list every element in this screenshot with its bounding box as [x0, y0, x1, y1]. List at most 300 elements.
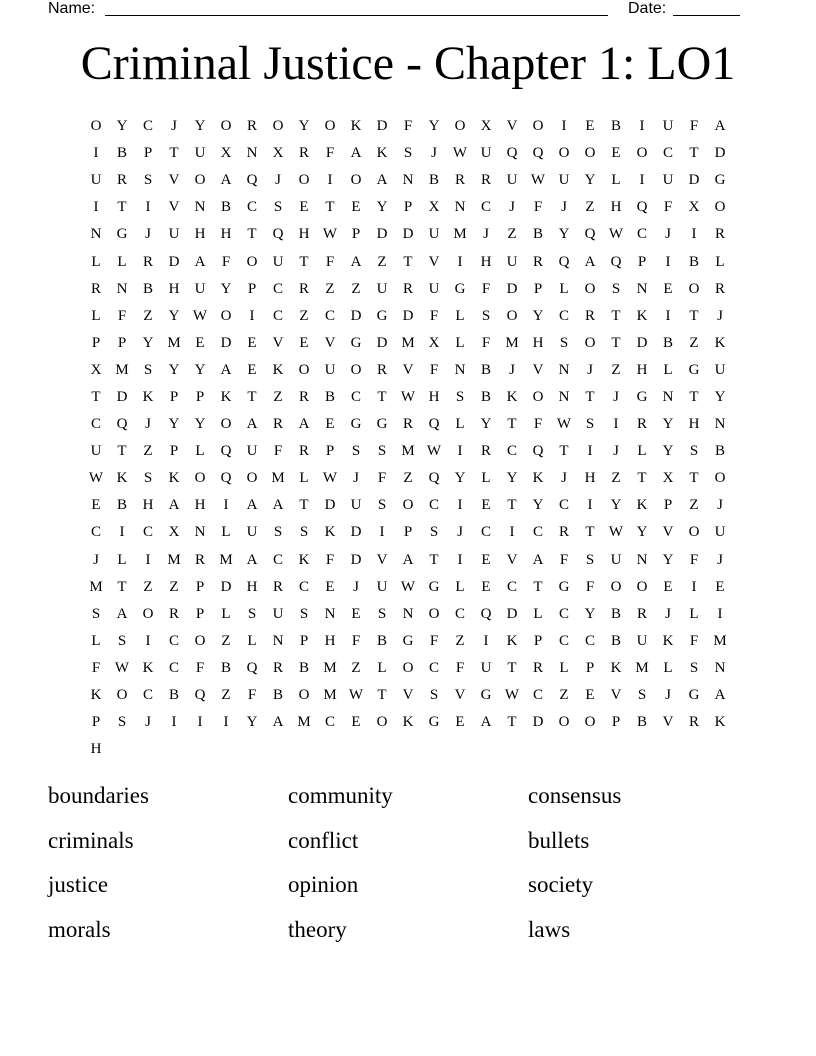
- grid-letter[interactable]: E: [663, 578, 673, 595]
- grid-letter[interactable]: N: [558, 361, 570, 378]
- grid-letter[interactable]: Q: [532, 443, 544, 460]
- grid-letter[interactable]: I: [93, 145, 99, 162]
- grid-letter[interactable]: S: [403, 145, 413, 162]
- grid-letter[interactable]: Y: [532, 307, 544, 324]
- grid-letter[interactable]: O: [636, 578, 648, 595]
- grid-letter[interactable]: Q: [532, 145, 544, 162]
- grid-letter[interactable]: C: [662, 145, 673, 162]
- grid-letter[interactable]: C: [246, 199, 257, 216]
- grid-letter[interactable]: J: [145, 714, 151, 731]
- grid-letter[interactable]: A: [298, 416, 310, 433]
- grid-letter[interactable]: S: [143, 361, 153, 378]
- grid-letter[interactable]: Z: [325, 280, 335, 297]
- grid-letter[interactable]: M: [115, 361, 129, 378]
- grid-letter[interactable]: L: [117, 551, 127, 568]
- grid-letter[interactable]: T: [169, 145, 179, 162]
- grid-letter[interactable]: W: [114, 659, 130, 676]
- grid-letter[interactable]: O: [246, 470, 258, 487]
- grid-letter[interactable]: T: [91, 388, 101, 405]
- grid-letter[interactable]: V: [454, 687, 466, 704]
- grid-letter[interactable]: V: [610, 687, 622, 704]
- grid-letter[interactable]: M: [271, 470, 285, 487]
- grid-letter[interactable]: Y: [194, 118, 206, 135]
- grid-letter[interactable]: A: [350, 253, 362, 270]
- grid-letter[interactable]: D: [350, 524, 362, 541]
- grid-letter[interactable]: V: [506, 118, 518, 135]
- grid-letter[interactable]: Q: [610, 253, 622, 270]
- grid-letter[interactable]: K: [714, 714, 726, 731]
- grid-letter[interactable]: Y: [298, 118, 310, 135]
- grid-letter[interactable]: C: [558, 307, 569, 324]
- grid-letter[interactable]: H: [610, 199, 622, 216]
- grid-letter[interactable]: U: [506, 253, 518, 270]
- grid-letter[interactable]: O: [376, 714, 388, 731]
- grid-letter[interactable]: C: [168, 659, 179, 676]
- grid-letter[interactable]: I: [483, 632, 489, 649]
- grid-letter[interactable]: H: [168, 280, 180, 297]
- grid-letter[interactable]: Y: [714, 388, 726, 405]
- grid-letter[interactable]: P: [403, 524, 413, 541]
- grid-letter[interactable]: S: [299, 524, 309, 541]
- grid-letter[interactable]: R: [688, 714, 699, 731]
- grid-letter[interactable]: K: [610, 659, 622, 676]
- grid-letter[interactable]: Z: [299, 307, 309, 324]
- grid-letter[interactable]: Q: [558, 253, 570, 270]
- grid-letter[interactable]: T: [403, 253, 413, 270]
- grid-letter[interactable]: T: [507, 659, 517, 676]
- grid-letter[interactable]: F: [377, 470, 387, 487]
- grid-letter[interactable]: E: [481, 497, 491, 514]
- grid-letter[interactable]: R: [272, 578, 283, 595]
- grid-letter[interactable]: A: [220, 361, 232, 378]
- grid-letter[interactable]: L: [299, 470, 309, 487]
- grid-letter[interactable]: A: [272, 497, 284, 514]
- grid-letter[interactable]: Z: [273, 388, 283, 405]
- grid-letter[interactable]: B: [662, 334, 673, 351]
- grid-letter[interactable]: L: [611, 172, 621, 189]
- grid-letter[interactable]: C: [636, 226, 647, 243]
- grid-letter[interactable]: K: [636, 307, 648, 324]
- grid-letter[interactable]: H: [246, 578, 258, 595]
- grid-letter[interactable]: T: [689, 307, 699, 324]
- grid-letter[interactable]: S: [299, 605, 309, 622]
- grid-letter[interactable]: Y: [168, 361, 180, 378]
- grid-letter[interactable]: V: [376, 551, 388, 568]
- grid-letter[interactable]: I: [457, 253, 463, 270]
- grid-letter[interactable]: L: [533, 605, 543, 622]
- grid-letter[interactable]: I: [639, 172, 645, 189]
- grid-letter[interactable]: N: [636, 551, 648, 568]
- grid-letter[interactable]: L: [663, 361, 673, 378]
- grid-letter[interactable]: Y: [220, 280, 232, 297]
- grid-letter[interactable]: C: [532, 687, 543, 704]
- grid-letter[interactable]: Q: [272, 226, 284, 243]
- grid-letter[interactable]: N: [272, 632, 284, 649]
- grid-letter[interactable]: U: [480, 659, 492, 676]
- grid-letter[interactable]: C: [480, 199, 491, 216]
- grid-letter[interactable]: K: [532, 470, 544, 487]
- grid-letter[interactable]: E: [663, 280, 673, 297]
- grid-letter[interactable]: L: [637, 443, 647, 460]
- grid-letter[interactable]: K: [220, 388, 232, 405]
- grid-letter[interactable]: H: [324, 632, 336, 649]
- grid-letter[interactable]: W: [608, 524, 624, 541]
- grid-letter[interactable]: V: [662, 524, 674, 541]
- grid-letter[interactable]: Y: [532, 497, 544, 514]
- grid-letter[interactable]: L: [559, 280, 569, 297]
- grid-letter[interactable]: B: [168, 687, 179, 704]
- grid-letter[interactable]: H: [194, 497, 206, 514]
- grid-letter[interactable]: K: [324, 524, 336, 541]
- grid-letter[interactable]: N: [636, 280, 648, 297]
- grid-letter[interactable]: S: [117, 632, 127, 649]
- grid-letter[interactable]: F: [455, 659, 465, 676]
- grid-letter[interactable]: I: [587, 497, 593, 514]
- grid-letter[interactable]: Y: [636, 524, 648, 541]
- grid-letter[interactable]: D: [324, 497, 336, 514]
- grid-letter[interactable]: M: [713, 632, 727, 649]
- grid-letter[interactable]: G: [636, 388, 648, 405]
- grid-letter[interactable]: B: [220, 659, 231, 676]
- grid-letter[interactable]: D: [402, 307, 414, 324]
- grid-letter[interactable]: C: [298, 578, 309, 595]
- grid-letter[interactable]: E: [351, 714, 361, 731]
- grid-letter[interactable]: A: [220, 172, 232, 189]
- grid-letter[interactable]: U: [376, 280, 388, 297]
- grid-letter[interactable]: W: [426, 443, 442, 460]
- grid-letter[interactable]: D: [350, 551, 362, 568]
- grid-letter[interactable]: R: [298, 443, 309, 460]
- grid-letter[interactable]: P: [91, 714, 101, 731]
- grid-letter[interactable]: R: [636, 416, 647, 433]
- grid-letter[interactable]: I: [145, 199, 151, 216]
- grid-letter[interactable]: I: [639, 118, 645, 135]
- grid-letter[interactable]: P: [533, 632, 543, 649]
- grid-letter[interactable]: E: [351, 199, 361, 216]
- grid-letter[interactable]: T: [689, 388, 699, 405]
- grid-letter[interactable]: R: [558, 524, 569, 541]
- grid-letter[interactable]: T: [247, 226, 257, 243]
- grid-letter[interactable]: Z: [559, 687, 569, 704]
- grid-letter[interactable]: S: [273, 199, 283, 216]
- grid-letter[interactable]: C: [480, 524, 491, 541]
- grid-letter[interactable]: T: [117, 199, 127, 216]
- grid-letter[interactable]: U: [558, 172, 570, 189]
- grid-letter[interactable]: X: [688, 199, 700, 216]
- grid-letter[interactable]: G: [714, 172, 726, 189]
- grid-letter[interactable]: T: [117, 443, 127, 460]
- grid-letter[interactable]: C: [532, 524, 543, 541]
- grid-letter[interactable]: H: [688, 416, 700, 433]
- grid-letter[interactable]: F: [247, 687, 257, 704]
- grid-letter[interactable]: T: [507, 416, 517, 433]
- grid-letter[interactable]: U: [480, 145, 492, 162]
- grid-letter[interactable]: T: [689, 470, 699, 487]
- grid-letter[interactable]: E: [91, 497, 101, 514]
- grid-letter[interactable]: Q: [246, 172, 258, 189]
- grid-letter[interactable]: T: [429, 551, 439, 568]
- grid-letter[interactable]: L: [455, 307, 465, 324]
- grid-letter[interactable]: E: [195, 334, 205, 351]
- grid-letter[interactable]: J: [171, 118, 177, 135]
- grid-letter[interactable]: P: [351, 226, 361, 243]
- grid-letter[interactable]: U: [376, 578, 388, 595]
- grid-letter[interactable]: J: [613, 388, 619, 405]
- grid-letter[interactable]: O: [714, 199, 726, 216]
- grid-letter[interactable]: J: [561, 470, 567, 487]
- grid-letter[interactable]: I: [119, 524, 125, 541]
- grid-letter[interactable]: Y: [662, 551, 674, 568]
- grid-letter[interactable]: L: [221, 605, 231, 622]
- grid-letter[interactable]: D: [402, 226, 414, 243]
- grid-letter[interactable]: U: [90, 172, 102, 189]
- grid-letter[interactable]: I: [665, 253, 671, 270]
- grid-letter[interactable]: S: [143, 172, 153, 189]
- grid-letter[interactable]: X: [272, 145, 284, 162]
- grid-letter[interactable]: N: [402, 172, 414, 189]
- grid-letter[interactable]: R: [532, 253, 543, 270]
- grid-letter[interactable]: F: [481, 280, 491, 297]
- grid-letter[interactable]: Y: [662, 443, 674, 460]
- grid-letter[interactable]: V: [662, 714, 674, 731]
- grid-letter[interactable]: J: [483, 226, 489, 243]
- grid-letter[interactable]: R: [90, 280, 101, 297]
- grid-letter[interactable]: Y: [610, 497, 622, 514]
- grid-letter[interactable]: O: [402, 659, 414, 676]
- grid-letter[interactable]: I: [691, 578, 697, 595]
- grid-letter[interactable]: S: [429, 687, 439, 704]
- name-blank-line[interactable]: [105, 15, 608, 16]
- grid-letter[interactable]: U: [610, 551, 622, 568]
- grid-letter[interactable]: R: [298, 280, 309, 297]
- grid-letter[interactable]: E: [351, 605, 361, 622]
- grid-letter[interactable]: Q: [220, 470, 232, 487]
- grid-letter[interactable]: O: [506, 307, 518, 324]
- grid-letter[interactable]: H: [428, 388, 440, 405]
- grid-letter[interactable]: Z: [585, 199, 595, 216]
- grid-letter[interactable]: K: [142, 388, 154, 405]
- grid-letter[interactable]: B: [220, 199, 231, 216]
- grid-letter[interactable]: C: [558, 497, 569, 514]
- grid-letter[interactable]: K: [506, 632, 518, 649]
- grid-letter[interactable]: F: [325, 551, 335, 568]
- grid-letter[interactable]: M: [505, 334, 519, 351]
- grid-letter[interactable]: S: [689, 443, 699, 460]
- grid-letter[interactable]: F: [195, 659, 205, 676]
- grid-letter[interactable]: R: [142, 253, 153, 270]
- grid-letter[interactable]: C: [324, 307, 335, 324]
- grid-letter[interactable]: G: [350, 416, 362, 433]
- grid-letter[interactable]: E: [585, 687, 595, 704]
- grid-letter[interactable]: L: [689, 605, 699, 622]
- grid-letter[interactable]: I: [379, 524, 385, 541]
- grid-letter[interactable]: B: [610, 605, 621, 622]
- grid-letter[interactable]: T: [299, 497, 309, 514]
- grid-letter[interactable]: R: [532, 659, 543, 676]
- grid-letter[interactable]: C: [272, 280, 283, 297]
- grid-letter[interactable]: S: [637, 687, 647, 704]
- grid-letter[interactable]: U: [194, 280, 206, 297]
- grid-letter[interactable]: Z: [377, 253, 387, 270]
- grid-letter[interactable]: S: [455, 388, 465, 405]
- grid-letter[interactable]: C: [506, 443, 517, 460]
- grid-letter[interactable]: C: [324, 714, 335, 731]
- grid-letter[interactable]: O: [194, 632, 206, 649]
- grid-letter[interactable]: V: [402, 687, 414, 704]
- grid-letter[interactable]: O: [714, 470, 726, 487]
- grid-letter[interactable]: L: [195, 443, 205, 460]
- grid-letter[interactable]: W: [556, 416, 572, 433]
- grid-letter[interactable]: T: [533, 578, 543, 595]
- grid-letter[interactable]: L: [117, 253, 127, 270]
- grid-letter[interactable]: W: [322, 226, 338, 243]
- grid-letter[interactable]: H: [584, 470, 596, 487]
- grid-letter[interactable]: K: [350, 118, 362, 135]
- grid-letter[interactable]: H: [636, 361, 648, 378]
- grid-letter[interactable]: D: [506, 280, 518, 297]
- grid-letter[interactable]: A: [714, 118, 726, 135]
- grid-letter[interactable]: O: [220, 416, 232, 433]
- grid-letter[interactable]: J: [275, 172, 281, 189]
- grid-letter[interactable]: Q: [428, 470, 440, 487]
- grid-letter[interactable]: A: [194, 253, 206, 270]
- grid-letter[interactable]: I: [327, 172, 333, 189]
- grid-letter[interactable]: B: [480, 361, 491, 378]
- grid-letter[interactable]: A: [168, 497, 180, 514]
- grid-letter[interactable]: X: [220, 145, 232, 162]
- grid-letter[interactable]: O: [298, 687, 310, 704]
- grid-letter[interactable]: A: [272, 714, 284, 731]
- grid-letter[interactable]: N: [402, 605, 414, 622]
- grid-letter[interactable]: I: [717, 605, 723, 622]
- grid-letter[interactable]: F: [481, 334, 491, 351]
- grid-letter[interactable]: P: [117, 334, 127, 351]
- grid-letter[interactable]: R: [480, 443, 491, 460]
- date-blank-line[interactable]: [673, 15, 740, 16]
- grid-letter[interactable]: R: [168, 605, 179, 622]
- grid-letter[interactable]: T: [611, 307, 621, 324]
- grid-letter[interactable]: G: [688, 687, 700, 704]
- grid-letter[interactable]: J: [353, 470, 359, 487]
- grid-letter[interactable]: O: [116, 687, 128, 704]
- grid-letter[interactable]: P: [403, 199, 413, 216]
- grid-letter[interactable]: F: [91, 659, 101, 676]
- grid-letter[interactable]: Y: [142, 334, 154, 351]
- grid-letter[interactable]: L: [91, 307, 101, 324]
- grid-letter[interactable]: M: [167, 551, 181, 568]
- grid-letter[interactable]: H: [220, 226, 232, 243]
- grid-letter[interactable]: I: [249, 307, 255, 324]
- grid-letter[interactable]: Y: [246, 714, 258, 731]
- grid-letter[interactable]: N: [454, 199, 466, 216]
- grid-letter[interactable]: L: [481, 470, 491, 487]
- grid-letter[interactable]: L: [91, 253, 101, 270]
- grid-letter[interactable]: I: [145, 551, 151, 568]
- grid-letter[interactable]: K: [168, 470, 180, 487]
- grid-letter[interactable]: Q: [584, 226, 596, 243]
- grid-letter[interactable]: X: [168, 524, 180, 541]
- grid-letter[interactable]: N: [662, 388, 674, 405]
- grid-letter[interactable]: F: [559, 551, 569, 568]
- grid-letter[interactable]: C: [142, 118, 153, 135]
- grid-letter[interactable]: C: [350, 388, 361, 405]
- grid-letter[interactable]: M: [401, 334, 415, 351]
- grid-letter[interactable]: I: [93, 199, 99, 216]
- grid-letter[interactable]: L: [455, 416, 465, 433]
- grid-letter[interactable]: I: [561, 118, 567, 135]
- grid-letter[interactable]: W: [192, 307, 208, 324]
- grid-letter[interactable]: Y: [194, 361, 206, 378]
- grid-letter[interactable]: V: [402, 361, 414, 378]
- grid-letter[interactable]: A: [480, 714, 492, 731]
- grid-letter[interactable]: C: [90, 524, 101, 541]
- grid-letter[interactable]: E: [247, 361, 257, 378]
- grid-letter[interactable]: L: [663, 659, 673, 676]
- grid-letter[interactable]: T: [637, 470, 647, 487]
- grid-letter[interactable]: D: [220, 578, 232, 595]
- grid-letter[interactable]: C: [90, 416, 101, 433]
- grid-letter[interactable]: V: [168, 199, 180, 216]
- grid-letter[interactable]: O: [220, 118, 232, 135]
- grid-letter[interactable]: B: [480, 388, 491, 405]
- grid-letter[interactable]: I: [457, 443, 463, 460]
- grid-letter[interactable]: K: [142, 659, 154, 676]
- grid-letter[interactable]: S: [143, 470, 153, 487]
- grid-letter[interactable]: I: [223, 714, 229, 731]
- grid-letter[interactable]: F: [221, 253, 231, 270]
- grid-letter[interactable]: S: [585, 551, 595, 568]
- grid-letter[interactable]: O: [220, 307, 232, 324]
- grid-letter[interactable]: V: [428, 253, 440, 270]
- grid-letter[interactable]: D: [220, 334, 232, 351]
- grid-letter[interactable]: S: [429, 524, 439, 541]
- grid-letter[interactable]: O: [324, 118, 336, 135]
- grid-letter[interactable]: D: [636, 334, 648, 351]
- grid-letter[interactable]: J: [717, 307, 723, 324]
- grid-letter[interactable]: S: [377, 497, 387, 514]
- grid-letter[interactable]: R: [714, 280, 725, 297]
- grid-letter[interactable]: Z: [689, 497, 699, 514]
- grid-letter[interactable]: Z: [143, 443, 153, 460]
- grid-letter[interactable]: U: [662, 172, 674, 189]
- grid-letter[interactable]: N: [194, 524, 206, 541]
- grid-letter[interactable]: Z: [351, 280, 361, 297]
- grid-letter[interactable]: B: [610, 632, 621, 649]
- grid-letter[interactable]: T: [117, 578, 127, 595]
- grid-letter[interactable]: P: [195, 605, 205, 622]
- grid-letter[interactable]: S: [377, 443, 387, 460]
- grid-letter[interactable]: V: [272, 334, 284, 351]
- grid-letter[interactable]: C: [454, 605, 465, 622]
- grid-letter[interactable]: C: [428, 659, 439, 676]
- grid-letter[interactable]: T: [689, 145, 699, 162]
- grid-letter[interactable]: T: [325, 199, 335, 216]
- grid-letter[interactable]: P: [611, 714, 621, 731]
- grid-letter[interactable]: L: [377, 659, 387, 676]
- grid-letter[interactable]: J: [665, 605, 671, 622]
- grid-letter[interactable]: R: [272, 416, 283, 433]
- grid-letter[interactable]: N: [558, 388, 570, 405]
- grid-letter[interactable]: Z: [169, 578, 179, 595]
- grid-letter[interactable]: Z: [403, 470, 413, 487]
- grid-letter[interactable]: N: [714, 659, 726, 676]
- grid-letter[interactable]: D: [532, 714, 544, 731]
- grid-letter[interactable]: O: [688, 524, 700, 541]
- grid-letter[interactable]: D: [714, 145, 726, 162]
- grid-letter[interactable]: G: [454, 280, 466, 297]
- grid-letter[interactable]: Q: [246, 659, 258, 676]
- grid-letter[interactable]: F: [689, 632, 699, 649]
